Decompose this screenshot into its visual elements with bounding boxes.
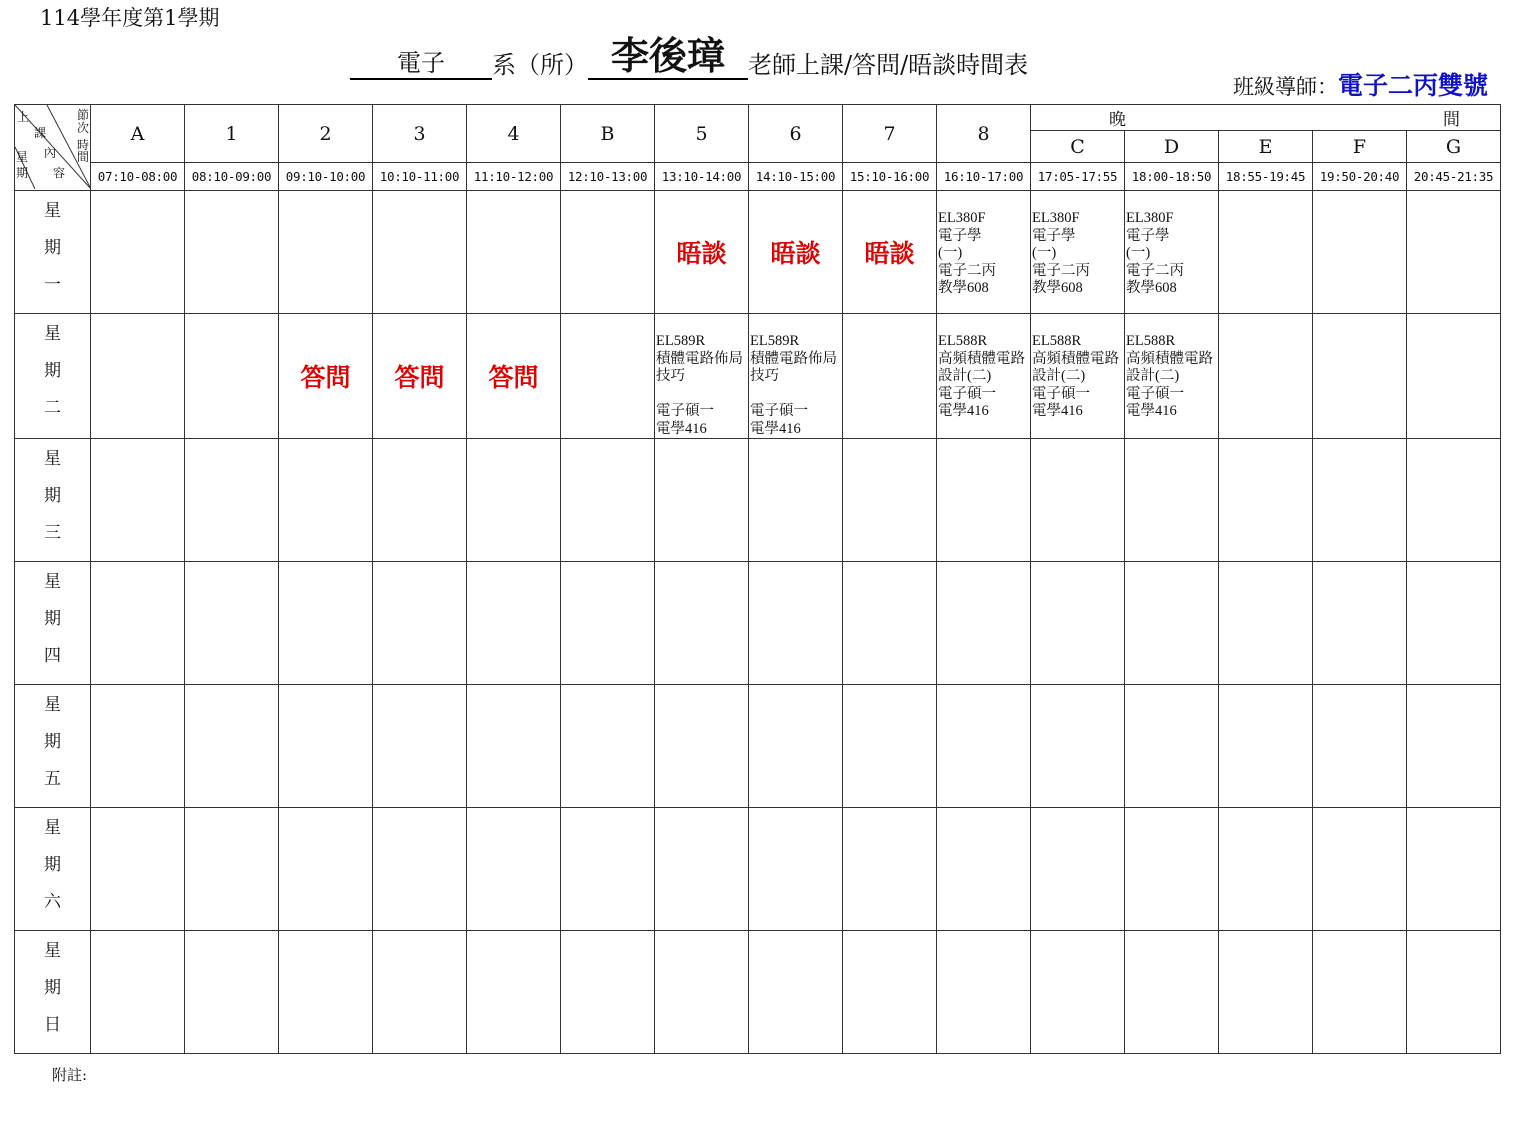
empty-cell [373,931,467,1054]
period-label: D [1125,131,1219,163]
title-suffix: 老師上課/答問/晤談時間表 [748,51,1029,79]
empty-cell [1313,314,1407,439]
empty-cell [1407,931,1501,1054]
day-char: 日 [44,1015,61,1035]
period-label: G [1407,131,1501,163]
course-line: 電子二丙 [1032,262,1090,279]
period-time: 07:10-08:00 [91,163,185,191]
table-row [15,685,1501,808]
empty-cell [91,314,185,439]
day-char: 星 [44,324,61,344]
empty-cell [467,191,561,314]
empty-cell [843,685,937,808]
empty-cell [1219,314,1313,439]
empty-cell [1125,439,1219,562]
course-line: EL588R [1032,333,1082,349]
period-time: 09:10-10:00 [279,163,373,191]
period-label: 2 [279,105,373,163]
empty-cell [279,191,373,314]
empty-cell [467,808,561,931]
period-time: 08:10-09:00 [185,163,279,191]
corner-rong: 容 [53,166,66,180]
course-line: 電學416 [1032,403,1083,419]
empty-cell [1125,808,1219,931]
empty-cell [1219,685,1313,808]
empty-cell [1407,314,1501,439]
period-time: 16:10-17:00 [937,163,1031,191]
course-line: 高頻積體電路設計(二) [1032,350,1119,384]
course-line: 電子二丙 [1126,262,1184,279]
period-label: 3 [373,105,467,163]
day-label [15,439,91,562]
day-char: 期 [44,486,61,506]
empty-cell [279,931,373,1054]
evening-right: 間 [1443,110,1460,130]
day-label [15,685,91,808]
day-char: 期 [44,978,61,998]
period-time: 19:50-20:40 [1313,163,1407,191]
day-label [15,808,91,931]
course-line: (一) [1126,245,1151,261]
period-label: F [1313,131,1407,163]
empty-cell [373,191,467,314]
day-char: 期 [44,855,61,875]
empty-cell [373,808,467,931]
period-time: 13:10-14:00 [655,163,749,191]
period-time: 20:45-21:35 [1407,163,1501,191]
period-label: 7 [843,105,937,163]
course-cell [655,314,749,439]
empty-cell [561,685,655,808]
empty-cell [185,808,279,931]
course-line: 電子碩一 [1126,385,1184,402]
empty-cell [185,314,279,439]
empty-cell [91,808,185,931]
course-line: 高頻積體電路設計(二) [938,350,1025,384]
course-line: 電學416 [656,420,707,437]
empty-cell [1125,685,1219,808]
course-cell [937,314,1031,439]
semester-label: 114學年度第1學期 [40,6,220,30]
day-char: 五 [44,769,61,789]
empty-cell [749,439,843,562]
empty-cell [749,931,843,1054]
empty-cell [749,808,843,931]
course-line: 高頻積體電路設計(二) [1126,350,1213,384]
day-char: 一 [44,275,61,295]
empty-cell [1219,808,1313,931]
empty-cell [561,314,655,439]
empty-cell [1407,439,1501,562]
empty-cell [561,562,655,685]
empty-cell [843,931,937,1054]
course-line: EL588R [1126,333,1176,349]
period-label: 8 [937,105,1031,163]
empty-cell [843,808,937,931]
empty-cell [843,439,937,562]
empty-cell [561,931,655,1054]
course-cell [937,191,1031,314]
page-title [350,34,1028,80]
table-row [15,314,1501,439]
course-line: 電子學 [1032,227,1076,244]
course-cell [749,314,843,439]
course-line: EL589R [750,333,800,349]
day-char: 期 [44,609,61,629]
empty-cell [1031,931,1125,1054]
empty-cell [655,931,749,1054]
header-corner-cell [15,105,91,191]
empty-cell [467,931,561,1054]
period-label: 4 [467,105,561,163]
corner-ci: 次 [77,121,90,135]
course-line [750,386,842,404]
empty-cell [1125,931,1219,1054]
empty-cell [185,439,279,562]
table-row [15,931,1501,1054]
course-cell [1031,191,1125,314]
period-time: 18:00-18:50 [1125,163,1219,191]
evening-header [1031,105,1501,131]
empty-cell [1031,439,1125,562]
empty-cell [185,191,279,314]
day-label [15,314,91,439]
corner-shi: 時 [77,138,90,152]
empty-cell [1219,191,1313,314]
empty-cell [1031,685,1125,808]
table-row [15,439,1501,562]
course-cell [1031,314,1125,439]
empty-cell [1031,562,1125,685]
empty-cell [279,808,373,931]
empty-cell [1219,931,1313,1054]
empty-cell [1407,808,1501,931]
empty-cell [279,439,373,562]
course-line: 教學608 [938,280,989,296]
empty-cell [91,562,185,685]
day-char: 星 [44,941,61,961]
course-line: (一) [1032,245,1057,261]
empty-cell [655,439,749,562]
empty-cell [185,685,279,808]
course-line: EL380F [1032,210,1080,226]
period-time: 18:55-19:45 [1219,163,1313,191]
empty-cell [373,562,467,685]
day-char: 星 [44,695,61,715]
empty-cell [91,685,185,808]
empty-cell [655,808,749,931]
empty-cell [1313,191,1407,314]
empty-cell [91,191,185,314]
empty-cell [279,685,373,808]
qa-slot: 答問 [467,314,561,439]
course-cell [1125,314,1219,439]
empty-cell [1313,685,1407,808]
empty-cell [185,931,279,1054]
day-label [15,562,91,685]
period-time: 17:05-17:55 [1031,163,1125,191]
empty-cell [467,562,561,685]
period-label: C [1031,131,1125,163]
course-line: 電子碩一 [938,385,996,402]
course-line: 積體電路佈局技巧 [656,350,743,384]
course-line: 教學608 [1032,280,1083,296]
empty-cell [937,439,1031,562]
period-time: 10:10-11:00 [373,163,467,191]
empty-cell [91,439,185,562]
course-line: 電子學 [938,227,982,244]
course-line: 電子碩一 [656,403,714,419]
day-char: 星 [44,818,61,838]
empty-cell [1313,439,1407,562]
empty-cell [561,439,655,562]
empty-cell [1313,808,1407,931]
course-line: 電學416 [1126,403,1177,419]
empty-cell [467,685,561,808]
period-time: 11:10-12:00 [467,163,561,191]
period-time: 14:10-15:00 [749,163,843,191]
department-name: 電子 [350,43,492,80]
empty-cell [185,562,279,685]
consultation-slot: 晤談 [843,191,937,314]
empty-cell [655,685,749,808]
corner-nei: 內 [44,146,57,160]
empty-cell [1313,562,1407,685]
tutor-line [1233,66,1488,102]
tutor-label: 班級導師： [1232,75,1338,99]
empty-cell [373,685,467,808]
course-line: 電子碩一 [1032,385,1090,402]
empty-cell [1125,562,1219,685]
table-row [15,562,1501,685]
period-label: 6 [749,105,843,163]
period-label: 1 [185,105,279,163]
empty-cell [279,562,373,685]
period-label: B [561,105,655,163]
empty-cell [843,562,937,685]
footnote: 附註: [52,1066,88,1084]
course-line: EL380F [1126,210,1174,226]
consultation-slot: 晤談 [749,191,843,314]
corner-jie: 節 [77,108,90,122]
corner-ke: 課 [34,126,47,140]
course-line: EL380F [938,210,986,226]
day-char: 三 [44,523,61,543]
period-time: 12:10-13:00 [561,163,655,191]
day-char: 四 [44,646,61,666]
empty-cell [843,314,937,439]
course-line: 電子碩一 [750,403,808,419]
timetable [14,104,1501,1054]
empty-cell [1219,562,1313,685]
empty-cell [373,439,467,562]
tutor-class: 電子二丙雙號 [1337,71,1488,100]
day-char: 星 [44,449,61,469]
day-char: 星 [44,201,61,221]
day-char: 期 [44,238,61,258]
course-line: EL589R [656,333,706,349]
empty-cell [1407,562,1501,685]
empty-cell [467,439,561,562]
day-char: 期 [44,732,61,752]
course-cell [1125,191,1219,314]
empty-cell [561,191,655,314]
empty-cell [1407,191,1501,314]
empty-cell [1313,931,1407,1054]
corner-shang: 上 [17,110,30,124]
empty-cell [937,808,1031,931]
consultation-slot: 晤談 [655,191,749,314]
empty-cell [561,808,655,931]
course-line: 電子二丙 [938,262,996,279]
empty-cell [655,562,749,685]
evening-left: 晚 [1109,110,1126,130]
day-char: 期 [44,361,61,381]
qa-slot: 答問 [279,314,373,439]
period-label: A [91,105,185,163]
period-label: 5 [655,105,749,163]
course-line [656,386,748,404]
empty-cell [937,931,1031,1054]
table-row [15,191,1501,314]
period-time: 15:10-16:00 [843,163,937,191]
empty-cell [1407,685,1501,808]
empty-cell [937,685,1031,808]
course-line: 電學416 [750,420,801,437]
course-line: 電學416 [938,403,989,419]
empty-cell [91,931,185,1054]
empty-cell [937,562,1031,685]
day-label [15,931,91,1054]
corner-xing: 星 [16,150,29,164]
day-label [15,191,91,314]
course-line: (一) [938,245,963,261]
department-suffix: 系（所） [492,51,588,79]
day-char: 星 [44,572,61,592]
day-char: 六 [44,892,61,912]
table-row [15,808,1501,931]
course-line: EL588R [938,333,988,349]
empty-cell [1219,439,1313,562]
empty-cell [1031,808,1125,931]
teacher-name: 李後璋 [588,34,748,80]
corner-qi: 期 [16,166,29,180]
course-line: 積體電路佈局技巧 [750,350,837,384]
day-char: 二 [44,398,61,418]
corner-jian: 間 [77,150,90,164]
course-line: 電子學 [1126,227,1170,244]
qa-slot: 答問 [373,314,467,439]
course-line: 教學608 [1126,280,1177,296]
empty-cell [749,562,843,685]
empty-cell [749,685,843,808]
period-label: E [1219,131,1313,163]
